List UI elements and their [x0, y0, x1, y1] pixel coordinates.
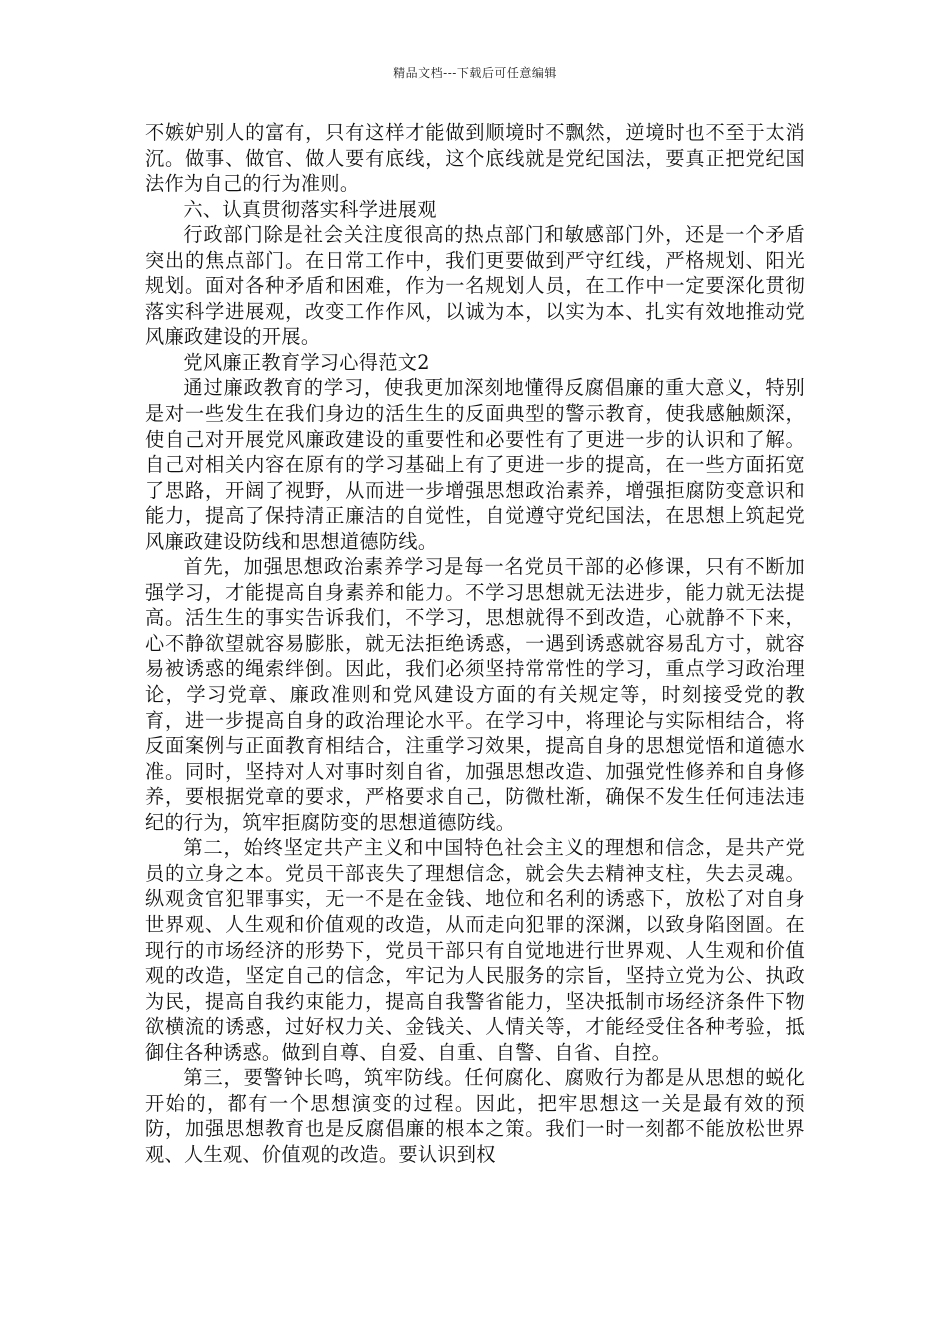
document-body [145, 120, 805, 1167]
paragraph-1: 不嫉妒别人的富有，只有这样才能做到顺境时不飘然，逆境时也不至于太消沉。做事、做官、做人要有底线，这个底线就是党纪国法，要真正把党纪国法作为自己的行为准则。 [145, 121, 805, 196]
paragraph-3: 通过廉政教育的学习，使我更加深刻地懂得反腐倡廉的重大意义，特别是对一些发生在我们身边的活生生的反面典型的警示教育，使我感触颇深，使自己对开展党风廉政建设的重要性和必要性有了更进一步的认识和了解。自己对相关内容在原有的学习基础上有了更进一步的提高，在一些方面拓宽了思路，开阔了视野，从而进一步增强思想政治素养，增强拒腐防变意识和能力，提高了保持清正廉洁的自觉性，自觉遵守党纪国法，在思想上筑起党风廉政建设防线和思想道德防线。 [145, 376, 805, 553]
paragraph-4: 首先，加强思想政治素养学习是每一名党员干部的必修课，只有不断加强学习，才能提高自身素养和能力。不学习思想就无法进步，能力就无法提高。活生生的事实告诉我们，不学习，思想就得不到改造，心就静不下来，心不静欲望就容易膨胀，就无法拒绝诱惑，一遇到诱惑就容易乱方寸，就容易被诱惑的绳索绊倒。因此，我们必须坚持常常性的学习，重点学习政治理论，学习党章、廉政准则和党风建设方面的有关规定等，时刻接受党的教育，进一步提高自身的政治理论水平。在学习中，将理论与实际相结合，将反面案例与正面教育相结合，注重学习效果，提高自身的思想觉悟和道德水准。同时，坚持对人对事时刻自省，加强思想改造、加强党性修养和自身修养，要根据党章的要求，严格要求自己，防微杜渐，确保不发生任何违法违纪的行为，筑牢拒腐防变的思想道德防线。 [145, 555, 805, 834]
page-header: 精品文档---下载后可任意编辑 [393, 66, 557, 80]
paragraph-5: 第二，始终坚定共产主义和中国特色社会主义的理想和信念，是共产党员的立身之本。党员干部丧失了理想信念，就会失去精神支柱，失去灵魂。纵观贪官犯罪事实，无一不是在金钱、地位和名利的诱惑下，放松了对自身世界观、人生观和价值观的改造，从而走向犯罪的深渊，以致身陷囹圄。在现行的市场经济的形势下，党员干部只有自觉地进行世界观、人生观和价值观的改造，坚定自己的信念，牢记为人民服务的宗旨，坚持立党为公、执政为民，提高自我约束能力，提高自我警省能力，坚决抵制市场经济条件下物欲横流的诱惑，过好权力关、金钱关、人情关等，才能经受住各种考验，抵御住各种诱惑。做到自尊、自爱、自重、自警、自省、自控。 [145, 836, 805, 1064]
section-heading-6: 六、认真贯彻落实科学进展观 [183, 197, 437, 221]
article-title-2: 党风廉正教育学习心得范文2 [183, 350, 430, 374]
paragraph-2: 行政部门除是社会关注度很高的热点部门和敏感部门外，还是一个矛盾突出的焦点部门。在日常工作中，我们更要做到严守红线，严格规划、阳光规划。面对各种矛盾和困难，作为一名规划人员，在工作中一定要深化贯彻落实科学进展观，改变工作作风，以诚为本，以实为本、扎实有效地推动党风廉政建设的开展。 [145, 223, 805, 349]
paragraph-6: 第三，要警钟长鸣，筑牢防线。任何腐化、腐败行为都是从思想的蜕化开始的，都有一个思想演变的过程。因此，把牢思想这一关是最有效的预防，加强思想教育也是反腐倡廉的根本之策。我们一时一刻都不能放松世界观、人生观、价值观的改造。要认识到权 [145, 1066, 805, 1166]
